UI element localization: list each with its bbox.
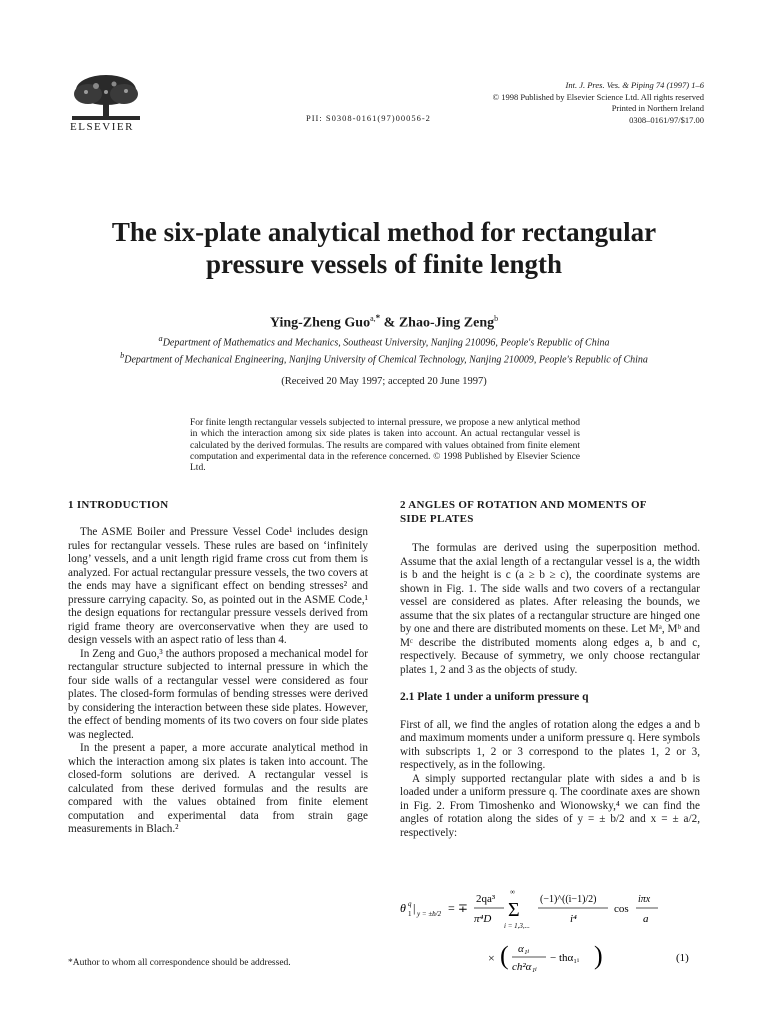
affil-b-text: Department of Mechanical Engineering, Nanjing University of Chemical Technology, Nanjing 210009, People's Republic of China <box>124 354 648 366</box>
subsection-paragraph-2: A simply supported rectangular plate with sides a and b is loaded under a uniform pressure q. The coordinate axes are shown in Fig. 2. From Timoshenko and Wionowsky,⁴ we can find the angles of rotation along the sides of y = ± b/2 and x = ± a/2, respectively: <box>400 772 700 839</box>
paper-title <box>40 216 728 280</box>
section-heading-2-line-2: SIDE PLATES <box>400 513 474 525</box>
intro-paragraph-2: In Zeng and Guo,³ the authors proposed a mechanical model for rectangular structure subjected to internal pressure in which the four side walls of a rectangular vessel were considered as four plates. The closed-form formulas of bending stresses were derived by considering the interaction between these side plates. However, the effect of bending moments of its two covers on four side plates was neglected. <box>68 647 368 741</box>
printed-line: Printed in Northern Ireland <box>611 103 704 113</box>
affiliation-b <box>40 350 728 367</box>
affiliation-a <box>40 333 728 350</box>
svg-text:(−1)^((i−1)/2): (−1)^((i−1)/2) <box>540 894 597 905</box>
svg-text:iπx: iπx <box>638 894 651 905</box>
svg-text:π⁴D: π⁴D <box>474 913 492 925</box>
section-heading-introduction: 1 INTRODUCTION <box>68 499 169 511</box>
svg-text:2qa³: 2qa³ <box>476 893 496 905</box>
journal-citation: Int. J. Pres. Ves. & Piping 74 (1997) 1–6 <box>565 80 704 90</box>
journal-info <box>493 80 704 126</box>
svg-text:i = 1,3,...: i = 1,3,... <box>504 922 530 930</box>
author-1-affil: a, <box>370 314 376 323</box>
svg-text:×: × <box>488 951 495 965</box>
section-heading-2-line-1: 2 ANGLES OF ROTATION AND MOMENTS OF <box>400 499 647 511</box>
publisher-name: ELSEVIER <box>70 121 134 133</box>
title-line-1: The six-plate analytical method for rectangular <box>111 217 657 247</box>
author-2-affil: b <box>494 314 499 323</box>
equation-number: (1) <box>676 952 689 964</box>
right-column <box>400 498 700 840</box>
svg-text:θ: θ <box>400 901 406 915</box>
copyright-line: © 1998 Published by Elsevier Science Ltd. All rights reserved <box>492 91 704 102</box>
svg-text:): ) <box>594 941 603 970</box>
subsection-heading-2-1: 2.1 Plate 1 under a uniform pressure q <box>400 691 589 703</box>
svg-text:cos: cos <box>614 903 629 915</box>
svg-text:q: q <box>408 900 412 908</box>
svg-text:∞: ∞ <box>510 888 515 896</box>
equation-1 <box>400 886 700 978</box>
affiliations <box>40 333 728 367</box>
title-line-2: pressure vessels of finite length <box>206 249 562 279</box>
svg-text:1: 1 <box>408 910 412 918</box>
author-1-star: * <box>375 313 381 323</box>
subsection-paragraph-1: First of all, we find the angles of rotation along the edges a and b and maximum moments under a uniform pressure q. Here symbols with subscripts 1, 2 or 3 correspond to the plates 1, 2 or 3, respectively, as in the following. <box>400 718 700 771</box>
svg-text:α₁ᵢ: α₁ᵢ <box>518 943 530 955</box>
svg-text:y = ±b/2: y = ±b/2 <box>417 910 442 918</box>
svg-text:− thα₁ᵢ: − thα₁ᵢ <box>550 952 579 964</box>
svg-text:= ∓: = ∓ <box>448 901 468 915</box>
footnote: *Author to whom all correspondence should be addressed. <box>68 958 291 968</box>
intro-paragraph-1: The ASME Boiler and Pressure Vessel Code¹ includes design rules for rectangular vessels. These rules are based on ‘infinitely long’ vessels, and a unit length rigid frame cross cut from them is analyzed. For actual rectangular pressure vessels, the two covers at the ends may have a significant effect on bending stresses² and pressure carrying capacity. So, as pointed out in the ASME Code,¹ the design equations for rectangular pressure vessels derived from rigid frame theory are overconservative when they are used to design vessels with an aspect ratio of less than 4. <box>68 526 368 646</box>
author-1: Ying-Zheng Guo <box>269 315 371 331</box>
svg-text:|: | <box>413 901 416 915</box>
svg-text:Σ: Σ <box>508 899 520 921</box>
author-ampersand: & <box>383 315 396 331</box>
section-2-paragraph-1: The formulas are derived using the superposition method. Assume that the axial length of a rectangular vessel is a, the width is b and the height is c (a ≥ b ≥ c), the coordinate systems are shown in Fig. 1. The side walls and two covers of a rectangular vessel are considered as plates. After releasing the bounds, we assume that the six plates of a rectangular structure are hinged one by one and there are distributed moments on these. Let Mᵃ, Mᵇ and Mᶜ describe the distributed moments along edges a, b and c, respectively. Because of symmetry, we only choose rectangular plates 1, 2 and 3 as the objects of study. <box>400 542 700 676</box>
left-column <box>68 498 368 837</box>
svg-text:a: a <box>643 913 649 925</box>
section-heading-2 <box>400 498 700 526</box>
svg-text:i⁴: i⁴ <box>570 913 577 925</box>
affil-a-text: Department of Mathematics and Mechanics, Southeast University, Nanjing 210096, People's Republic of China <box>162 337 610 349</box>
issn-line: 0308–0161/97/$17.00 <box>629 114 704 125</box>
pii-code: PII: S0308-0161(97)00056-2 <box>306 113 431 123</box>
affil-a-marker: a <box>158 334 163 343</box>
affil-b-marker: b <box>120 350 125 360</box>
intro-paragraph-3: In the present a paper, a more accurate analytical method in which the interaction among six plates is taken into account. The closed-form solutions are derived. A rectangular vessel is calculated from these derived formulas and the results are compared with the values obtained from finite element computation and experimental data from strain gage measurements in Blach.² <box>68 742 368 835</box>
equation-1-graphic <box>400 886 700 978</box>
abstract: For finite length rectangular vessels subjected to internal pressure, we propose a new anlytical method in which the interaction among six side plates is taken into account. An actual rectangular vessel is calculated by the derived formulas. The results are compared with values obtained from finite element computation and experimental data in the reference concerned. © 1998 Published by Elsevier Science Ltd. <box>190 418 580 474</box>
svg-text:ch²α₁ᵢ: ch²α₁ᵢ <box>512 961 538 973</box>
received-dates: (Received 20 May 1997; accepted 20 June 1997) <box>281 376 487 387</box>
svg-text:(: ( <box>500 941 509 970</box>
author-list <box>40 313 728 332</box>
author-2: Zhao-Jing Zeng <box>398 315 495 331</box>
